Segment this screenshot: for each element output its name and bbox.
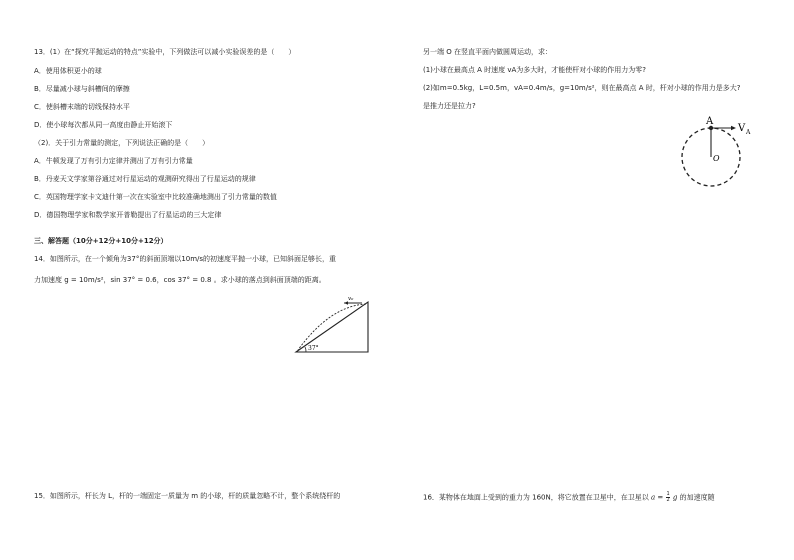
- q16-frac-num: 1: [666, 491, 670, 497]
- q15-sub-1: (1)小球在最高点 A 时速度 vA为多大时，才能使杆对小球的作用力为零?: [423, 66, 647, 74]
- q15-line-2: 另一端 O 在竖直平面内做圆周运动，求：: [423, 48, 552, 56]
- incline-triangle: [296, 302, 368, 352]
- point-a-label: A: [706, 116, 714, 127]
- q13-2-option-c: C．英国物理学家卡文迪什第一次在实验室中比较准确地测出了引力常量的数值: [34, 193, 277, 201]
- q14-incline-diagram: [290, 292, 380, 358]
- q16-text: 16．某物体在地面上受到的重力为 160N，将它放置在卫星中，在卫星以: [423, 493, 649, 502]
- q16-text-end: 的加速度随: [679, 493, 715, 502]
- velocity-label: V: [738, 123, 746, 134]
- velocity-subscript: A: [746, 129, 751, 136]
- q14-line-1: 14．如图所示，在一个倾角为37°的斜面顶端以10m/s的初速度平抛一小球，已知斜面足够长，重: [34, 255, 337, 263]
- q15-sub-2b: 是推力还是拉力?: [423, 102, 476, 110]
- q13-2-stem: （2)．关于引力常量的测定，下列说法正确的是（ ）: [34, 139, 210, 147]
- q15-sub-2: (2)如m=0.5kg，L=0.5m，vA=0.4m/s，g=10m/s²，则在最高点 A 时，杆对小球的作用力是多大?: [423, 84, 741, 92]
- q14-line-2: 力加速度 g = 10m/s²，sin 37° = 0.6，cos 37° = 0.8 。求小球的落点到斜面顶端的距离。: [34, 276, 326, 284]
- q16-frac-den: 2: [666, 497, 670, 503]
- q13-option-a: A．使用体积更小的球: [34, 67, 102, 75]
- q13-2-option-a: A．牛顿发现了万有引力定律并测出了万有引力常量: [34, 157, 193, 165]
- q13-2-option-d: D．德国物理学家和数学家开普勒提出了行星运动的三大定律: [34, 211, 222, 219]
- q15-line-1: 15．如图所示，杆长为 L，杆的一端固定一质量为 m 的小球，杆的质量忽略不计，整个系统绕杆的: [34, 492, 341, 500]
- v0-label: v₀: [348, 296, 354, 302]
- angle-label: 37°: [308, 345, 319, 352]
- angle-arc: [305, 347, 306, 352]
- point-o-label: O: [713, 154, 720, 163]
- q16-formula-a: a =: [650, 493, 664, 502]
- q16-formula-g: g: [672, 493, 678, 502]
- q13-option-c: C．使斜槽末端的切线保持水平: [34, 103, 130, 111]
- q16-line-1: [423, 492, 715, 503]
- q13-option-d: D．使小球每次都从同一高度由静止开始滚下: [34, 121, 173, 129]
- section-3-heading: 三、解答题（10分+12分+10分+12分）: [34, 237, 168, 245]
- q13-option-b: B．尽量减小球与斜槽间的摩擦: [34, 85, 130, 93]
- q15-circle-diagram: [672, 112, 762, 192]
- q13-stem: 13．(1）在“探究平抛运动的特点”实验中，下列做法可以减小实验误差的是（ ）: [34, 48, 296, 56]
- q16-fraction: [666, 492, 669, 503]
- q13-2-option-b: B．丹麦天文学家第谷通过对行星运动的观测研究得出了行星运动的规律: [34, 175, 256, 183]
- velocity-arrowhead: [731, 126, 736, 130]
